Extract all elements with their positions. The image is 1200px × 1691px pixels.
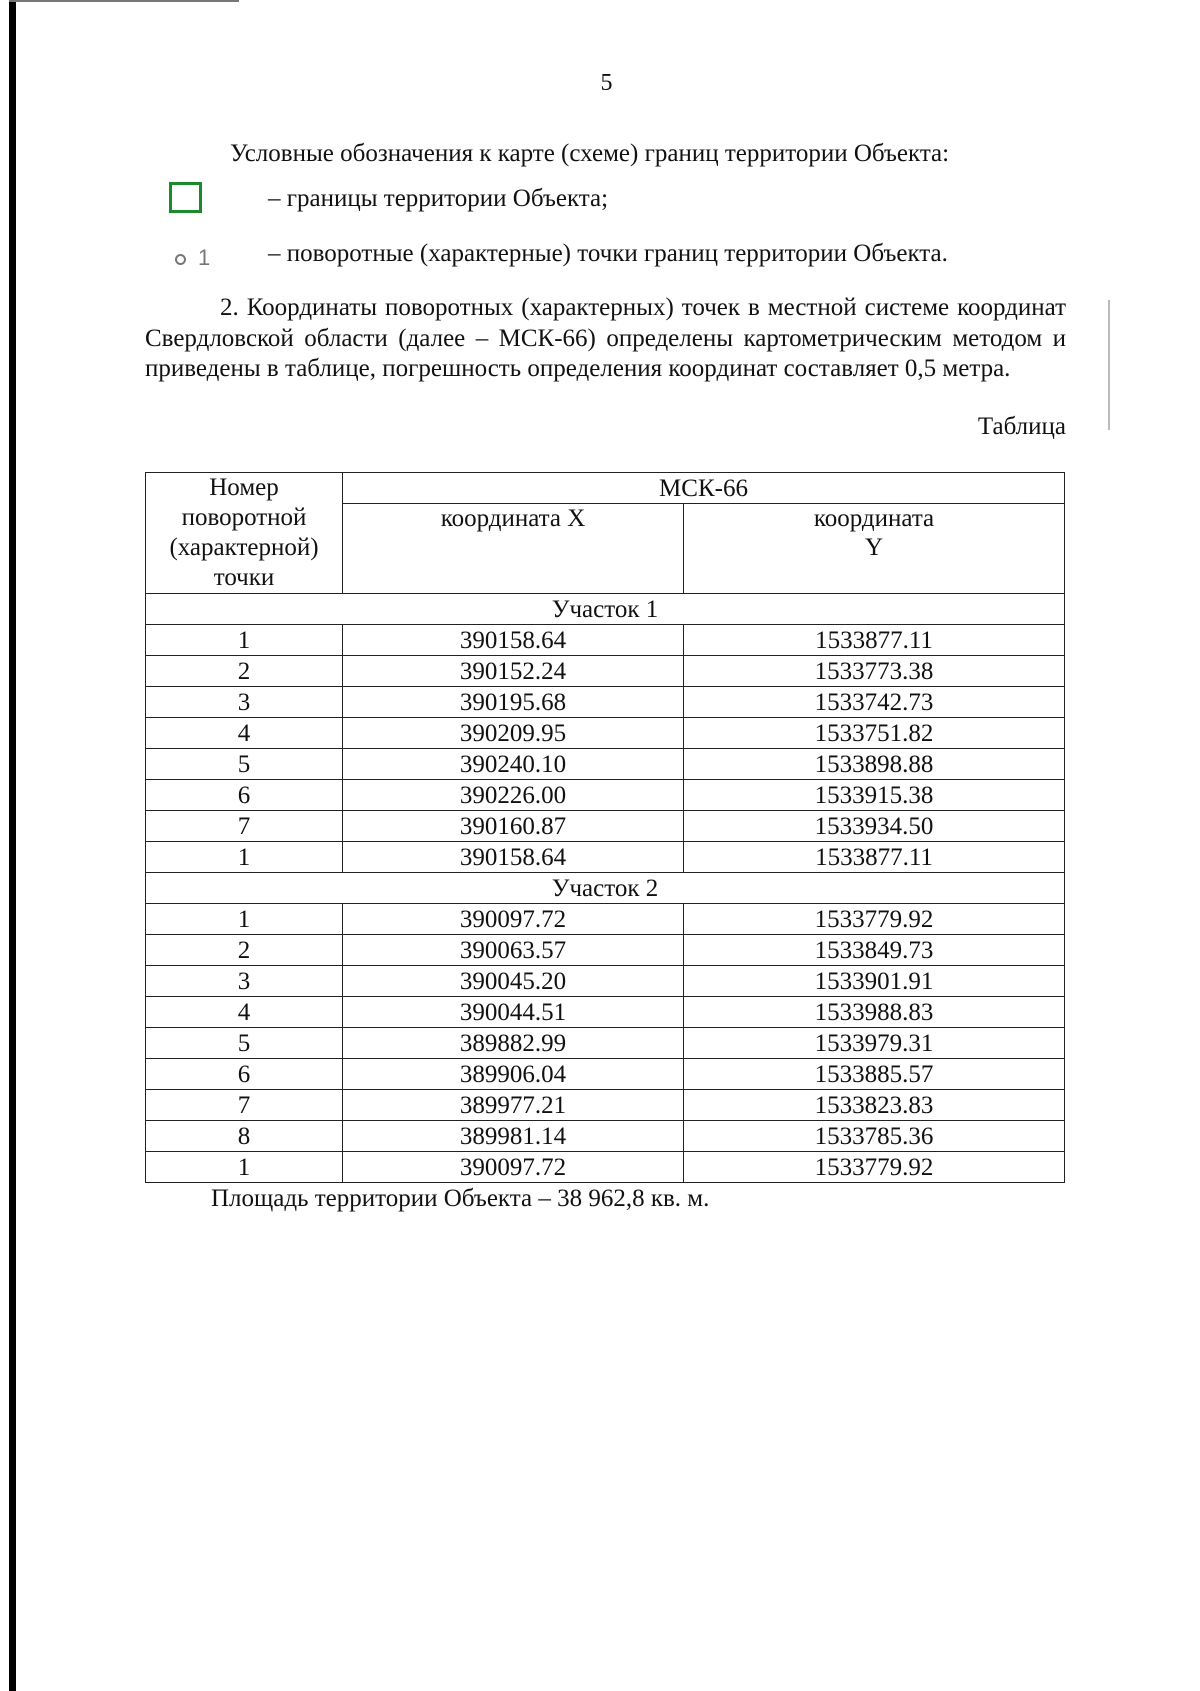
point-number: 4 — [146, 997, 343, 1028]
coordinates-paragraph — [145, 293, 1066, 385]
table-row — [146, 687, 1065, 718]
table-row — [146, 718, 1065, 749]
coord-y: 1533877.11 — [684, 625, 1065, 656]
coord-y: 1533779.92 — [684, 1152, 1065, 1183]
point-number: 3 — [146, 966, 343, 997]
table-row — [146, 966, 1065, 997]
coord-x: 390063.57 — [343, 935, 684, 966]
table-row — [146, 811, 1065, 842]
coord-y: 1533773.38 — [684, 656, 1065, 687]
header-y: координата Y — [684, 504, 1065, 594]
scan-edge-right — [1108, 300, 1110, 430]
point-number: 1 — [146, 842, 343, 873]
coord-x: 390209.95 — [343, 718, 684, 749]
table-row — [146, 749, 1065, 780]
coord-y: 1533823.83 — [684, 1090, 1065, 1121]
table-row — [146, 904, 1065, 935]
coord-y: 1533988.83 — [684, 997, 1065, 1028]
coord-y: 1533901.91 — [684, 966, 1065, 997]
coord-x: 389882.99 — [343, 1028, 684, 1059]
coord-y: 1533751.82 — [684, 718, 1065, 749]
section-row — [146, 873, 1065, 904]
point-number: 5 — [146, 749, 343, 780]
table-row — [146, 935, 1065, 966]
turning-point-legend-text: – поворотные (характерные) точки границ территории Объекта. — [268, 240, 948, 267]
page-number: 5 — [600, 70, 613, 96]
point-number: 3 — [146, 687, 343, 718]
table-row — [146, 656, 1065, 687]
coord-y: 1533915.38 — [684, 780, 1065, 811]
coord-y: 1533979.31 — [684, 1028, 1065, 1059]
header-x: координата X — [343, 504, 684, 594]
section-row — [146, 594, 1065, 625]
scan-edge — [9, 0, 16, 1691]
point-number: 6 — [146, 1059, 343, 1090]
table-row — [146, 997, 1065, 1028]
table-row — [146, 1028, 1065, 1059]
paragraph-text: 2. Координаты поворотных (характерных) точек в местной системе координат Свердловской области (далее – МСК-66) определены картометрическим методом и приведены в таблице, погрешность определения координат составляет 0,5 метра. — [145, 294, 1066, 382]
table-row — [146, 780, 1065, 811]
coord-y: 1533877.11 — [684, 842, 1065, 873]
point-label: 1 — [198, 245, 211, 270]
table-row — [146, 842, 1065, 873]
scan-edge-top — [9, 0, 239, 2]
section-title: Участок 2 — [146, 873, 1065, 904]
coord-x: 389977.21 — [343, 1090, 684, 1121]
legend-title: Условные обозначения к карте (схеме) границ территории Объекта: — [230, 140, 950, 167]
section-title: Участок 1 — [146, 594, 1065, 625]
coord-x: 390226.00 — [343, 780, 684, 811]
point-number: 7 — [146, 1090, 343, 1121]
coord-x: 390158.64 — [343, 625, 684, 656]
area-text: Площадь территории Объекта – 38 962,8 кв. м. — [211, 1185, 710, 1212]
coord-x: 390097.72 — [343, 1152, 684, 1183]
coord-x: 390195.68 — [343, 687, 684, 718]
coord-x: 390158.64 — [343, 842, 684, 873]
header-system: МСК-66 — [343, 473, 1065, 504]
coord-y: 1533885.57 — [684, 1059, 1065, 1090]
coord-x: 389981.14 — [343, 1121, 684, 1152]
header-point-number: Номер поворотной (характерной) точки — [146, 473, 343, 594]
boundary-legend-text: – границы территории Объекта; — [268, 185, 609, 212]
coord-y: 1533779.92 — [684, 904, 1065, 935]
coord-x: 390160.87 — [343, 811, 684, 842]
table-row — [146, 625, 1065, 656]
point-number: 1 — [146, 904, 343, 935]
point-number: 4 — [146, 718, 343, 749]
point-number: 2 — [146, 656, 343, 687]
coord-x: 390045.20 — [343, 966, 684, 997]
table-row — [146, 1152, 1065, 1183]
turning-point-legend-icon — [175, 245, 210, 271]
coord-x: 390240.10 — [343, 749, 684, 780]
point-number: 8 — [146, 1121, 343, 1152]
point-number: 6 — [146, 780, 343, 811]
coord-y: 1533849.73 — [684, 935, 1065, 966]
boundary-legend-icon — [169, 182, 202, 213]
coord-x: 390044.51 — [343, 997, 684, 1028]
point-circle-icon — [175, 254, 186, 265]
coordinates-table — [145, 472, 1065, 1183]
coord-y: 1533934.50 — [684, 811, 1065, 842]
coord-x: 390097.72 — [343, 904, 684, 935]
table-row — [146, 1090, 1065, 1121]
coord-x: 389906.04 — [343, 1059, 684, 1090]
table-row — [146, 1059, 1065, 1090]
coord-y: 1533898.88 — [684, 749, 1065, 780]
table-caption: Таблица — [977, 413, 1066, 440]
point-number: 5 — [146, 1028, 343, 1059]
point-number: 7 — [146, 811, 343, 842]
coord-y: 1533785.36 — [684, 1121, 1065, 1152]
point-number: 1 — [146, 625, 343, 656]
table-row — [146, 1121, 1065, 1152]
coord-y: 1533742.73 — [684, 687, 1065, 718]
coord-x: 390152.24 — [343, 656, 684, 687]
point-number: 1 — [146, 1152, 343, 1183]
point-number: 2 — [146, 935, 343, 966]
